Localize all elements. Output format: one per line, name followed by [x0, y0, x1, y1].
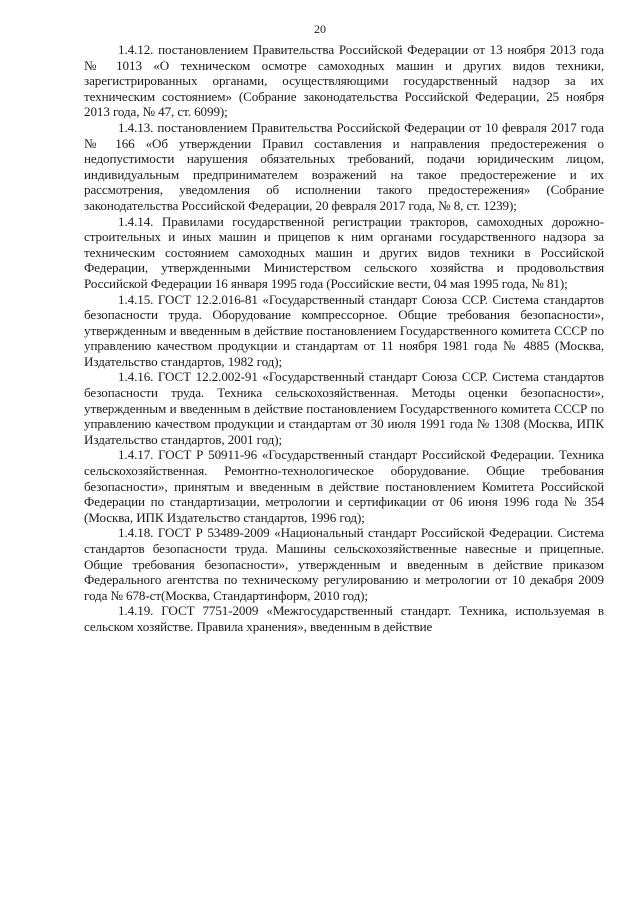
paragraph-1-4-12: 1.4.12. постановлением Правительства Российской Федерации от 13 ноября 2013 года № 1013 «О техническом осмотре самоходных машин и других видов техники, зарегистрированных органами, осуществляющими государственный надзор за их техническим состоянием» (Собрание законодательства Российской Федерации, 25 ноября 2013 года, № 47, ст. 6099);: [84, 42, 604, 120]
paragraph-1-4-16: 1.4.16. ГОСТ 12.2.002-91 «Государственный стандарт Союза ССР. Система стандартов безопасности труда. Техника сельскохозяйственная. Методы оценки безопасности», утвержденным и введенным в действие постановлением Государственного комитета СССР по управлению качеством продукции и стандартам от 30 июля 1991 года № 1308 (Москва, ИПК Издательство стандартов, 2001 год);: [84, 369, 604, 447]
paragraph-1-4-14: 1.4.14. Правилами государственной регистрации тракторов, самоходных дорожно-строительных и иных машин и прицепов к ним органами государственного надзора за техническим состоянием самоходных машин и других видов техники в Российской Федерации, утвержденными Министерством сельского хозяйства и продовольствия Российской Федерации 16 января 1995 года (Российские вести, 04 мая 1995 года, № 81);: [84, 213, 604, 291]
paragraph-1-4-15: 1.4.15. ГОСТ 12.2.016-81 «Государственный стандарт Союза ССР. Система стандартов безопасности труда. Оборудование компрессорное. Общие требования безопасности», утвержденным и введенным в действие постановлением Государственного комитета СССР по управлению качеством продукции и стандартам от 11 ноября 1981 года № 4885 (Москва, Издательство стандартов, 1982 год);: [84, 291, 604, 369]
document-body: [84, 42, 604, 635]
paragraph-1-4-19: 1.4.19. ГОСТ 7751-2009 «Межгосударственный стандарт. Техника, используемая в сельском хозяйстве. Правила хранения», введенным в действие: [84, 603, 604, 634]
page-number: 20: [314, 22, 326, 36]
paragraph-1-4-13: 1.4.13. постановлением Правительства Российской Федерации от 10 февраля 2017 года № 166 «Об утверждении Правил составления и направления предостережения о недопустимости нарушения обязательных требований, подачи юридическим лицом, индивидуальным предпринимателем возражений на такое предостережение и их рассмотрения, уведомления об исполнении такого предостережения» (Собрание законодательства Российской Федерации, 20 февраля 2017 года, № 8, ст. 1239);: [84, 119, 604, 213]
paragraph-1-4-18: 1.4.18. ГОСТ Р 53489-2009 «Национальный стандарт Российской Федерации. Система стандартов безопасности труда. Машины сельскохозяйственные навесные и прицепные. Общие требования безопасности», утвержденным и введенным в действие приказом Федерального агентства по техническому регулированию и метрологии от 10 декабря 2009 года № 678-ст(Москва, Стандартинформ, 2010 год);: [84, 525, 604, 603]
paragraph-1-4-17: 1.4.17. ГОСТ Р 50911-96 «Государственный стандарт Российской Федерации. Техника сельскохозяйственная. Ремонтно-технологическое оборудование. Общие требования безопасности», принятым и введенным в действие постановлением Комитета Российской Федерации по стандартизации, метрологии и сертификации от 06 июня 1996 года № 354 (Москва, ИПК Издательство стандартов, 1996 год);: [84, 447, 604, 525]
